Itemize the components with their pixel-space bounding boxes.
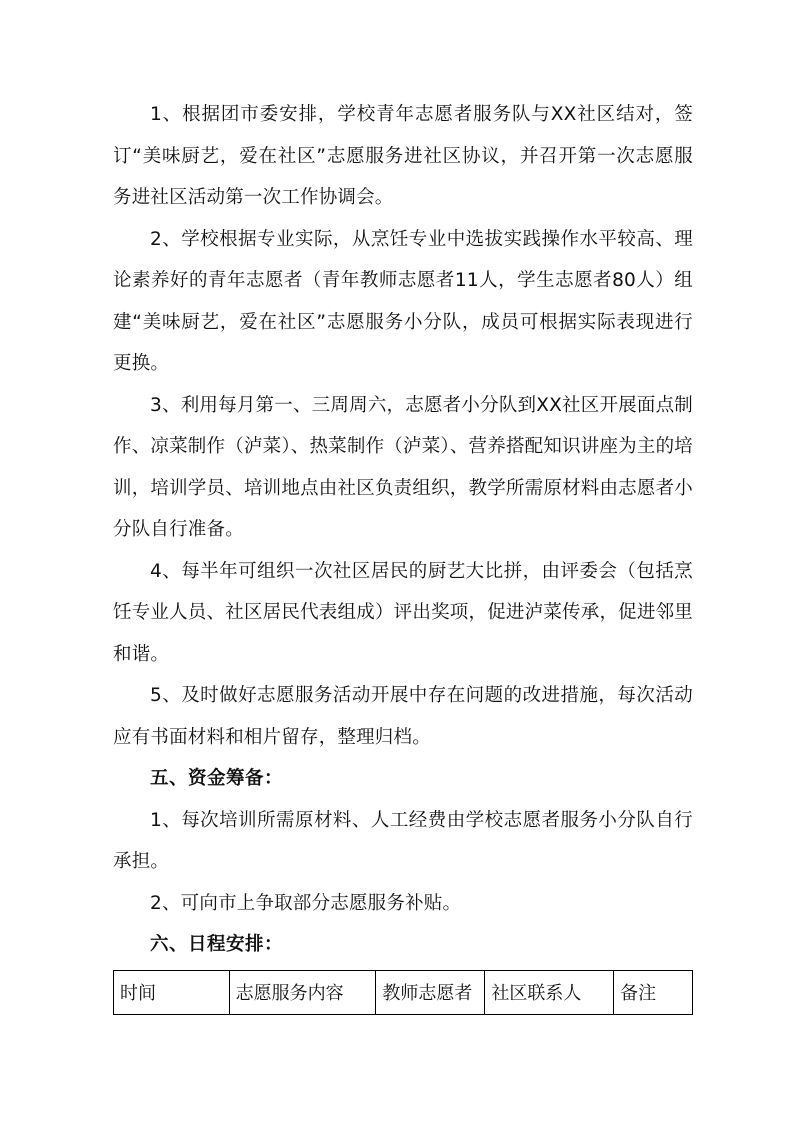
column-header-contact: 社区联系人	[485, 970, 614, 1014]
paragraph-3: 3、利用每月第一、三周周六，志愿者小分队到XX社区开展面点制作、凉菜制作（泸菜）、热菜制作（泸菜）、营养搭配知识讲座为主的培训，培训学员、培训地点由社区负责组织，教学所需原材料由志愿者小分队自行准备。	[113, 394, 693, 540]
document-page	[113, 94, 693, 1015]
schedule-heading: 六、日程安排：	[150, 934, 284, 955]
table-header-row	[114, 970, 693, 1014]
column-header-teacher: 教师志愿者	[376, 970, 485, 1014]
paragraph-2: 2、学校根据专业实际，从烹饪专业中选拔实践操作水平较高、理论素养好的青年志愿者（青年教师志愿者11人，学生志愿者80人）组建“美味厨艺，爱在社区”志愿服务小分队，成员可根据实际表现进行更换。	[113, 228, 693, 374]
paragraph-4: 4、每半年可组织一次社区居民的厨艺大比拼，由评委会（包括烹饪专业人员、社区居民代表组成）评出奖项，促进泸菜传承，促进邻里和谐。	[113, 560, 693, 665]
funding-paragraph-1: 1、每次培训所需原材料、人工经费由学校志愿者服务小分队自行承担。	[113, 809, 693, 872]
funding-heading: 五、资金筹备：	[150, 768, 284, 789]
schedule-table	[113, 970, 693, 1015]
column-header-content: 志愿服务内容	[229, 970, 376, 1014]
column-header-remarks: 备注	[614, 970, 693, 1014]
paragraph-1: 1、根据团市委安排，学校青年志愿者服务队与XX社区结对，签订“美味厨艺，爱在社区”志愿服务进社区协议，并召开第一次志愿服务进社区活动第一次工作协调会。	[113, 104, 693, 208]
funding-paragraph-2: 2、可向市上争取部分志愿服务补贴。	[150, 892, 462, 914]
paragraph-5: 5、及时做好志愿服务活动开展中存在问题的改进措施，每次活动应有书面材料和相片留存，整理归档。	[113, 685, 693, 748]
column-header-time: 时间	[114, 970, 230, 1014]
